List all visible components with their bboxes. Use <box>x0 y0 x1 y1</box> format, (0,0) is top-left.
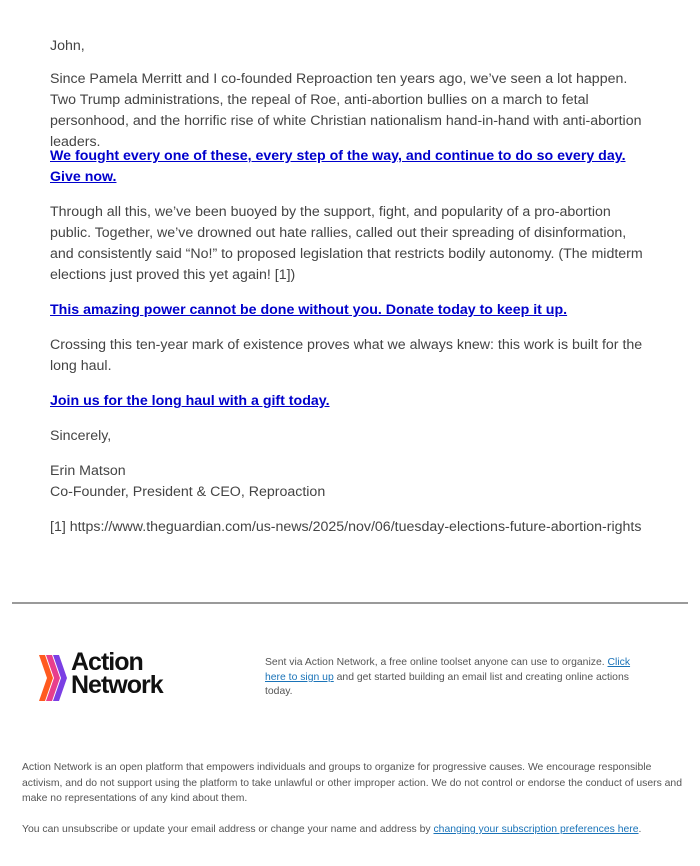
signoff: Sincerely, <box>50 428 112 444</box>
paragraph-long-haul: Crossing this ten-year mark of existence proves what we always knew: this work is built for the long haul. <box>50 337 643 374</box>
action-network-chevrons-icon <box>39 655 71 701</box>
sent-suffix: and get started building an email list and creating online actions today. <box>265 671 629 697</box>
logo-line-1: Action <box>71 648 143 676</box>
logo-line-2: Network <box>71 671 163 699</box>
paragraph-support: Through all this, we’ve been buoyed by the support, fight, and popularity of a pro-abortion public. Together, we’ve drowned out hate rallies, called out their spreading of disinformation, and consistently said “No!” to proposed legislation that restricts bodily autonomy. (The midterm elections just proved this yet again! [1]) <box>50 204 643 283</box>
platform-disclaimer: Action Network is an open platform that empowers individuals and groups to organize for progressive causes. We encourage responsible activism, and do not support using the platform to take unlawful or other improper action. We do not control or endorse the conduct of users and make no representations of any kind about them. <box>22 762 682 804</box>
unsub-suffix: . <box>638 824 642 835</box>
paragraph-intro: Since Pamela Merritt and I co-founded Reproaction ten years ago, we’ve seen a lot happen. Two Trump administrations, the repeal of Roe, anti-abortion bullies on a march to fetal personhood, and the horrific rise of white Christian nationalism hand-in-hand with anti-abortion leaders. <box>50 71 642 150</box>
signature-block <box>50 461 325 503</box>
join-gift-link[interactable]: Join us for the long haul with a gift today. <box>50 393 330 409</box>
logo-wordmark <box>71 648 163 699</box>
give-now-link[interactable]: We fought every one of these, every step of the way, and continue to do so every day. Give now. <box>50 148 626 185</box>
greeting: John, <box>50 38 85 54</box>
signer-name: Erin Matson <box>50 463 126 479</box>
donate-today-link[interactable]: This amazing power cannot be done without you. Donate today to keep it up. <box>50 302 568 318</box>
signup-link[interactable]: Click here to sign up <box>265 657 631 683</box>
action-network-logo <box>39 648 199 705</box>
footnote: [1] https://www.theguardian.com/us-news/2025/nov/06/tuesday-elections-future-abortion-rights <box>50 519 642 535</box>
unsubscribe-notice <box>22 822 692 837</box>
unsub-prefix: You can unsubscribe or update your email address or change your name and address by <box>22 824 431 835</box>
sent-via-notice <box>265 656 635 700</box>
footer-divider <box>12 602 688 604</box>
sent-prefix: Sent via Action Network, a free online toolset anyone can use to organize. <box>265 657 605 668</box>
signer-title: Co-Founder, President & CEO, Reproaction <box>50 484 326 500</box>
subscription-preferences-link[interactable]: changing your subscription preferences here <box>433 824 639 835</box>
